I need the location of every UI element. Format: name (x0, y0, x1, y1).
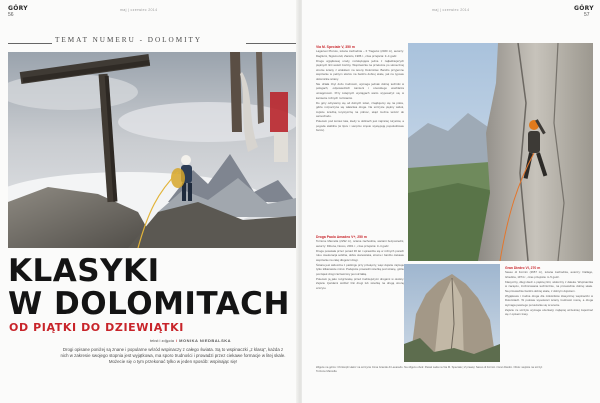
magazine-logo-right: GÓRY (574, 5, 594, 12)
credit-prefix: tekst i zdjęcia (150, 338, 175, 343)
text-column-2 (316, 233, 404, 361)
section-heading: TEMAT NUMERU - DOLOMITY (55, 36, 203, 44)
text-column-1 (316, 43, 404, 228)
body-paragraph: Klasyczny, długi diedr o pięknej linii, widoczny z daleka. Wspinaczka w zacięciu, zróżnicowana technicznie, na przeważnie dobrej skale. Na przeważnie bardzo dobrej skale, z dobrym dojściem. (505, 279, 593, 293)
body-paragraph: Polecam pod koniec lata, kiedy w dolinach jest najmniej turystów, a pogoda stabilna (w lipcu i sierpniu często występują popołudniowe burze). (316, 119, 404, 133)
text-column-3 (505, 264, 593, 364)
route-heading: Gran Diedro VI, 270 m (505, 265, 541, 270)
article-lead: Drogi opisane poniżej są znane i popularne wśród wspinaczy z całego świata. Są to wspinaczki „z klasą”, każda z nich w zakresie swojego stopnia jest wyjątkowa, ma sporo trudności i prowadzi przez ciekawe formacje w litej skale. Możecie się o tym przekonać tylko w jeden sposób: wspinając się! (60, 347, 286, 365)
route-heading: Via M. Speciale V, 350 m (316, 44, 355, 49)
body-paragraph: Droga wyjątkowej urody, rozwiązująca jedna z najładniejszych pięknych linii wokół Cortiny. Wspinaczka na przełomie po słonecznej stronie ściany z widokiem na tereny Dolomitów. Bardzo przyjemne wspinanie w pełnym słońcu na bardzo dobrej skale, jak na typowe dolomickie ściany. (316, 58, 404, 81)
section-rule-right (246, 43, 296, 44)
photo-sasso-di-formin (404, 264, 500, 362)
magazine-logo: GÓRY (8, 5, 28, 12)
article-title-line1: KLASYKI (8, 253, 160, 289)
photo-climber-wall (408, 43, 593, 261)
body-paragraph: Droga powstała przez ponad 30 lat i sprawdza się w różnych porach roku. Asekuracja solidna, dobre stanowiska, strome i bardzo ciekawe wspinanie na całej długości drogi. (316, 248, 404, 262)
body-paragraph: Polecam ją jako rozgrzewkę przed trudniejszymi drogami w okolicy. Zejście zjazdami wzdłuż linii drogi lub ścieżką na drugą stronę szczytu. (316, 276, 404, 291)
left-page (0, 0, 298, 403)
section-rule-left (8, 43, 52, 44)
body-paragraph: Nie działa zbyt dużo trudności, wymaga jednak dobrej techniki w połogach, odpowiednich kamieni i szerokiego wachlarza umiejętności. Przy kolejnych wyciągach warto wyposażyć się w kamienie różnych rozmiarów. (316, 81, 404, 100)
page-number-right: 57 (584, 12, 590, 18)
author-credit (150, 338, 231, 343)
issue-date-right: maj | czerwiec 2014 (432, 8, 470, 12)
issue-date: maj | czerwiec 2014 (120, 8, 158, 12)
photo-caption: Zdjęcie na górze: Christoph Hainz na szczycie Cima Grande di Lavaredo. Na zdjęciu obok: Paweł Lada na Via M. Speciale | Z prawej: Sasso di Formin i Gran Diedro. Obok: wejście na szczyt Torrione Marcella (316, 366, 543, 374)
body-paragraph: Zejście ze szczytu wymaga orientacji, najlepiej wcześniej zapoznać się z opisem trasy. (505, 307, 593, 317)
article-title-line2: W DOLOMITACH (8, 286, 290, 322)
body-paragraph: Lagazuoi Piccolo, ściana zachodnia – II Tragazoi (2460 m), autorzy: Dagliumi, Sigismondi, Zaniolo, 1986 r., czas przejścia: 3–4 godz. (316, 49, 404, 58)
credit-slash: / (176, 338, 178, 343)
hero-photo-summit-cross (8, 52, 296, 248)
body-paragraph: Ściana jest widoczna z parkingu przy przełęczy, więc dojście zajmuje tylko kilkanaście minut. Podejście prowadzi ścieżką pod ścianę, gdzie początek drogi zaznaczony jest strzałką. (316, 262, 404, 276)
page-number: 56 (8, 12, 14, 18)
route-heading: Droga Paolo Amadeo V+, 250 m (316, 234, 367, 239)
author-name: MONIKA NIEDBALSKA (179, 338, 232, 343)
body-paragraph: Do góry odrywamy się od dolnych ścian, znajdujemy się na półce, gdzie rozpoczyna się właściwa droga. Na szczycie piękny widok, zejście ścieżką turystyczną na północ, skąd można wrócić do samochodu. (316, 100, 404, 119)
body-paragraph: Wyjątkowa i trudna droga dla miłośników klasycznej wspinaczki w Dolomitach. W połowie wysokości ściany trudności rosną, a droga wymaga pewnego poruszania się w terenie. (505, 293, 593, 307)
article-subtitle: OD PIĄTKI DO DZIEWIĄTKI (9, 321, 184, 334)
body-paragraph: Sasso di Formin (2657 m), ściana zachodnia, autorzy: Dallago, Ghedina, 1974 r., czas przejścia: 4–5 godz. (505, 270, 593, 279)
body-paragraph: Torrione Marcella (2292 m), ściana zachodnia, wariant bezpośredni, autorzy: Dibona, Nocos, 2001 r., czas przejścia: 3–4 godz. (316, 239, 404, 248)
